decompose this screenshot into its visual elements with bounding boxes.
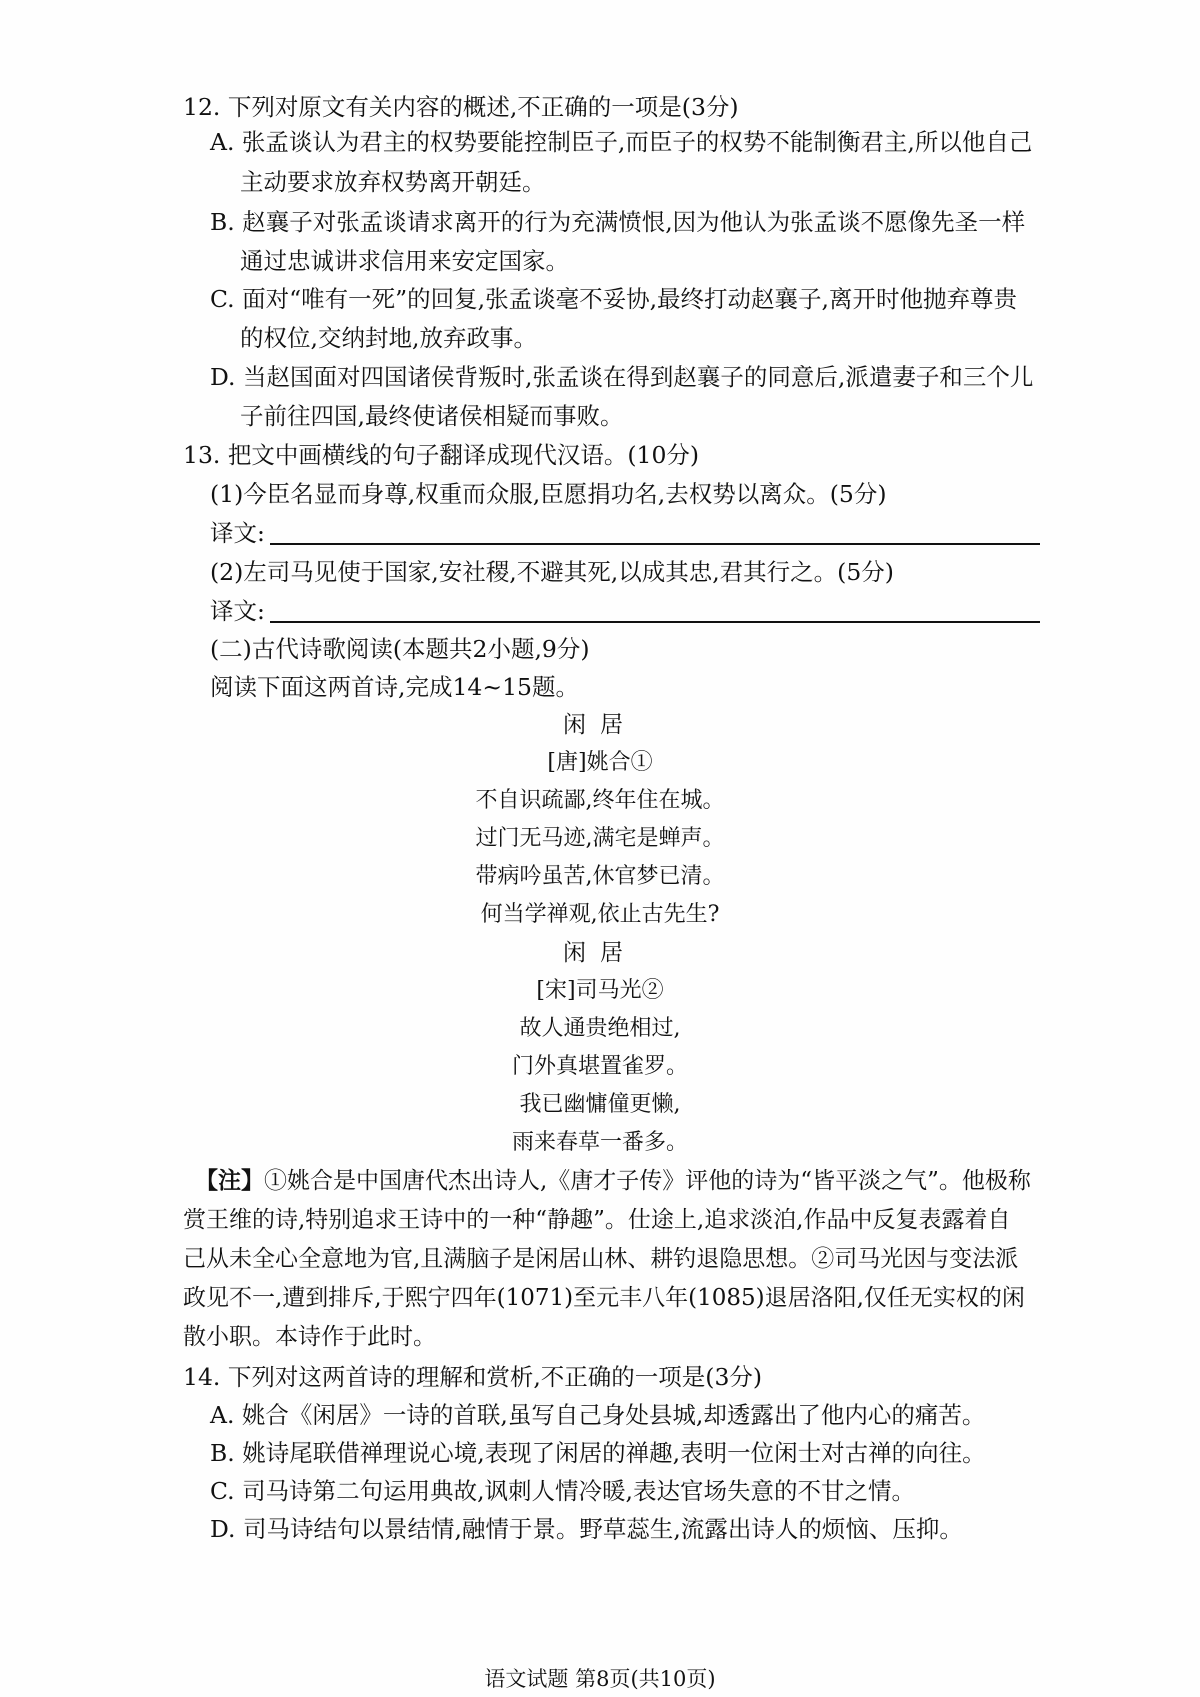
q12-option-a-line1: A. 张孟谈认为君主的权势要能控制臣子,而臣子的权势不能制衡君主,所以他自己 (210, 128, 1033, 156)
note-line-1 (195, 1166, 1031, 1196)
poem2-line: 雨来春草一番多。 (511, 1130, 688, 1155)
section2-heading: (二)古代诗歌阅读(本题共2小题,9分) (210, 635, 590, 663)
q13-stem: 13. 把文中画横线的句子翻译成现代汉语。(10分) (183, 441, 700, 469)
q14-option-c: C. 司马诗第二句运用典故,讽刺人情冷暖,表达官场失意的不甘之情。 (210, 1477, 916, 1505)
q13-sentence-2: (2)左司马见使于国家,安社稷,不避其死,以成其忠,君其行之。(5分) (210, 558, 894, 586)
poem1-line: 带病吟虽苦,休官梦已清。 (475, 864, 725, 889)
q12-option-b-line1: B. 赵襄子对张孟谈请求离开的行为充满愤恨,因为他认为张孟谈不愿像先圣一样 (210, 208, 1026, 236)
q13-answer-label-2: 译文: (210, 597, 265, 625)
poem1-line: 何当学禅观,依止古先生? (480, 902, 720, 927)
q13-answer-line-1[interactable] (270, 543, 1040, 545)
note-line-3: 己从未全心全意地为官,且满脑子是闲居山林、耕钓退隐思想。②司马光因与变法派 (183, 1246, 1019, 1272)
poem1-line: 过门无马迹,满宅是蝉声。 (475, 826, 725, 851)
poem2-line: 我已幽慵僮更懒, (519, 1092, 681, 1117)
q14-stem: 14. 下列对这两首诗的理解和赏析,不正确的一项是(3分) (183, 1363, 763, 1391)
q14-option-d: D. 司马诗结句以景结情,融情于景。野草蕊生,流露出诗人的烦恼、压抑。 (210, 1515, 963, 1543)
q14-option-a: A. 姚合《闲居》一诗的首联,虽写自己身处县城,却透露出了他内心的痛苦。 (210, 1401, 986, 1429)
q12-option-c-line1: C. 面对“唯有一死”的回复,张孟谈毫不妥协,最终打动赵襄子,离开时他抛弃尊贵 (210, 285, 1018, 313)
q13-answer-line-2[interactable] (270, 621, 1040, 623)
q12-option-c-line2: 的权位,交纳封地,放弃政事。 (240, 324, 537, 352)
section2-instruction: 阅读下面这两首诗,完成14~15题。 (210, 673, 579, 701)
poem2-author: [宋]司马光② (536, 978, 664, 1003)
note-text: ①姚合是中国唐代杰出诗人,《唐才子传》评他的诗为“皆平淡之气”。他极称 (264, 1168, 1031, 1194)
q14-option-b: B. 姚诗尾联借禅理说心境,表现了闲居的禅趣,表明一位闲士对古禅的向往。 (210, 1439, 986, 1467)
poem1-line: 不自识疏鄙,终年住在城。 (475, 788, 725, 813)
note-line-4: 政见不一,遭到排斥,于熙宁四年(1071)至元丰八年(1085)退居洛阳,仅任无实权的闲 (183, 1285, 1025, 1311)
poem1-author: [唐]姚合① (547, 750, 653, 775)
q12-stem: 12. 下列对原文有关内容的概述,不正确的一项是(3分) (183, 93, 739, 121)
q12-option-a-line2: 主动要求放弃权势离开朝廷。 (240, 168, 546, 196)
poem2-title: 闲居 (563, 940, 637, 966)
note-label: 【注】 (195, 1167, 264, 1194)
note-line-5: 散小职。本诗作于此时。 (183, 1324, 436, 1350)
poem1-title: 闲居 (563, 712, 637, 738)
q13-sentence-1: (1)今臣名显而身尊,权重而众服,臣愿捐功名,去权势以离众。(5分) (210, 480, 887, 508)
poem2-line: 故人通贵绝相过, (519, 1016, 681, 1041)
poem2-line: 门外真堪置雀罗。 (511, 1054, 688, 1079)
note-line-2: 赏王维的诗,特别追求王诗中的一种“静趣”。仕途上,追求淡泊,作品中反复表露着自 (183, 1207, 1011, 1233)
q12-option-d-line2: 子前往四国,最终使诸侯相疑而事败。 (240, 402, 624, 430)
q13-answer-label-1: 译文: (210, 519, 265, 547)
q12-option-b-line2: 通过忠诚讲求信用来安定国家。 (240, 247, 569, 275)
q12-option-d-line1: D. 当赵国面对四国诸侯背叛时,张孟谈在得到赵襄子的同意后,派遣妻子和三个儿 (210, 363, 1034, 391)
page-footer: 语文试题 第8页(共10页) (484, 1667, 716, 1691)
